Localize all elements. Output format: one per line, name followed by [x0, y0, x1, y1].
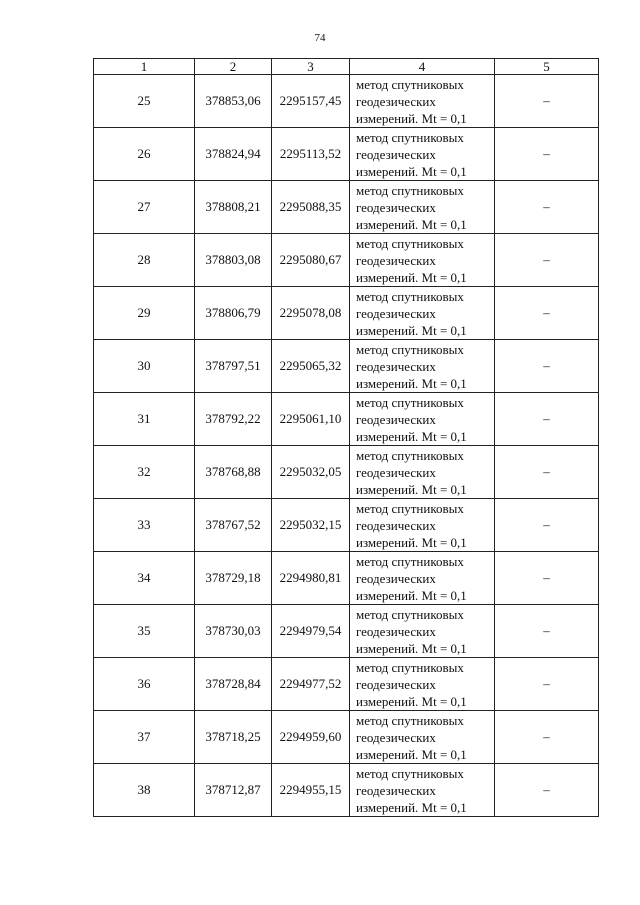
table-row [94, 711, 599, 764]
y-coordinate-cell: 2295032,15 [272, 499, 350, 552]
column-5-cell: – [495, 552, 599, 605]
method-cell [350, 658, 495, 711]
x-coordinate-cell: 378797,51 [195, 340, 272, 393]
method-text-line: измерений. Mt = 0,1 [356, 693, 467, 709]
column-5-cell: – [495, 287, 599, 340]
table-row [94, 75, 599, 128]
column-header: 2 [195, 59, 272, 75]
method-text-line: метод спутниковых [356, 341, 464, 357]
point-number-cell: 29 [94, 287, 195, 340]
point-number-cell: 36 [94, 658, 195, 711]
y-coordinate-cell: 2295113,52 [272, 128, 350, 181]
table-row [94, 287, 599, 340]
method-text-line: геодезических [356, 570, 436, 586]
method-text-line: измерений. Mt = 0,1 [356, 110, 467, 126]
x-coordinate-cell: 378718,25 [195, 711, 272, 764]
method-cell [350, 393, 495, 446]
y-coordinate-cell: 2295061,10 [272, 393, 350, 446]
y-coordinate-cell: 2295032,05 [272, 446, 350, 499]
method-text-line: измерений. Mt = 0,1 [356, 216, 467, 232]
y-coordinate-cell: 2294955,15 [272, 764, 350, 817]
method-text-line: метод спутниковых [356, 447, 464, 463]
method-text-line: геодезических [356, 305, 436, 321]
point-number-cell: 28 [94, 234, 195, 287]
x-coordinate-cell: 378729,18 [195, 552, 272, 605]
column-5-cell: – [495, 711, 599, 764]
method-cell [350, 605, 495, 658]
method-text-line: метод спутниковых [356, 606, 464, 622]
method-text-line: измерений. Mt = 0,1 [356, 322, 467, 338]
point-number-cell: 25 [94, 75, 195, 128]
method-text-line: измерений. Mt = 0,1 [356, 799, 467, 815]
column-5-cell: – [495, 499, 599, 552]
method-text-line: метод спутниковых [356, 235, 464, 251]
point-number-cell: 33 [94, 499, 195, 552]
coordinates-table [93, 58, 599, 817]
column-5-cell: – [495, 605, 599, 658]
column-header: 4 [350, 59, 495, 75]
column-header: 1 [94, 59, 195, 75]
method-text-line: измерений. Mt = 0,1 [356, 375, 467, 391]
method-text-line: геодезических [356, 358, 436, 374]
table-row [94, 393, 599, 446]
table-row [94, 181, 599, 234]
table-row [94, 605, 599, 658]
table-row [94, 340, 599, 393]
method-text-line: геодезических [356, 729, 436, 745]
method-text-line: измерений. Mt = 0,1 [356, 746, 467, 762]
point-number-cell: 26 [94, 128, 195, 181]
y-coordinate-cell: 2294979,54 [272, 605, 350, 658]
column-5-cell: – [495, 181, 599, 234]
column-5-cell: – [495, 75, 599, 128]
method-text-line: метод спутниковых [356, 394, 464, 410]
x-coordinate-cell: 378824,94 [195, 128, 272, 181]
method-text-line: геодезических [356, 252, 436, 268]
method-text-line: геодезических [356, 411, 436, 427]
point-number-cell: 30 [94, 340, 195, 393]
x-coordinate-cell: 378712,87 [195, 764, 272, 817]
method-text-line: измерений. Mt = 0,1 [356, 534, 467, 550]
column-5-cell: – [495, 446, 599, 499]
method-cell [350, 340, 495, 393]
point-number-cell: 32 [94, 446, 195, 499]
column-header: 5 [495, 59, 599, 75]
method-cell [350, 181, 495, 234]
x-coordinate-cell: 378803,08 [195, 234, 272, 287]
point-number-cell: 34 [94, 552, 195, 605]
table-row [94, 128, 599, 181]
x-coordinate-cell: 378768,88 [195, 446, 272, 499]
column-5-cell: – [495, 234, 599, 287]
table-row [94, 764, 599, 817]
x-coordinate-cell: 378730,03 [195, 605, 272, 658]
method-cell [350, 446, 495, 499]
method-text-line: геодезических [356, 517, 436, 533]
method-text-line: метод спутниковых [356, 712, 464, 728]
column-5-cell: – [495, 340, 599, 393]
method-text-line: метод спутниковых [356, 553, 464, 569]
method-text-line: метод спутниковых [356, 76, 464, 92]
method-text-line: метод спутниковых [356, 659, 464, 675]
point-number-cell: 35 [94, 605, 195, 658]
x-coordinate-cell: 378808,21 [195, 181, 272, 234]
method-cell [350, 287, 495, 340]
point-number-cell: 27 [94, 181, 195, 234]
method-text-line: измерений. Mt = 0,1 [356, 269, 467, 285]
method-text-line: метод спутниковых [356, 182, 464, 198]
method-cell [350, 711, 495, 764]
y-coordinate-cell: 2295088,35 [272, 181, 350, 234]
method-text-line: измерений. Mt = 0,1 [356, 640, 467, 656]
point-number-cell: 31 [94, 393, 195, 446]
method-cell [350, 552, 495, 605]
table-row [94, 234, 599, 287]
x-coordinate-cell: 378853,06 [195, 75, 272, 128]
y-coordinate-cell: 2295065,32 [272, 340, 350, 393]
column-header: 3 [272, 59, 350, 75]
x-coordinate-cell: 378806,79 [195, 287, 272, 340]
x-coordinate-cell: 378728,84 [195, 658, 272, 711]
y-coordinate-cell: 2295080,67 [272, 234, 350, 287]
table-row [94, 658, 599, 711]
method-text-line: геодезических [356, 782, 436, 798]
point-number-cell: 38 [94, 764, 195, 817]
page-number: 74 [314, 32, 326, 44]
x-coordinate-cell: 378767,52 [195, 499, 272, 552]
y-coordinate-cell: 2295078,08 [272, 287, 350, 340]
point-number-cell: 37 [94, 711, 195, 764]
method-cell [350, 499, 495, 552]
y-coordinate-cell: 2295157,45 [272, 75, 350, 128]
table-row [94, 499, 599, 552]
column-5-cell: – [495, 128, 599, 181]
method-text-line: геодезических [356, 146, 436, 162]
method-text-line: геодезических [356, 623, 436, 639]
method-text-line: измерений. Mt = 0,1 [356, 481, 467, 497]
method-text-line: метод спутниковых [356, 288, 464, 304]
method-text-line: метод спутниковых [356, 765, 464, 781]
y-coordinate-cell: 2294977,52 [272, 658, 350, 711]
method-text-line: измерений. Mt = 0,1 [356, 163, 467, 179]
y-coordinate-cell: 2294959,60 [272, 711, 350, 764]
method-text-line: геодезических [356, 464, 436, 480]
method-text-line: измерений. Mt = 0,1 [356, 587, 467, 603]
x-coordinate-cell: 378792,22 [195, 393, 272, 446]
method-text-line: метод спутниковых [356, 129, 464, 145]
table-row [94, 446, 599, 499]
method-cell [350, 75, 495, 128]
method-cell [350, 128, 495, 181]
column-5-cell: – [495, 393, 599, 446]
method-text-line: геодезических [356, 676, 436, 692]
method-text-line: измерений. Mt = 0,1 [356, 428, 467, 444]
method-text-line: геодезических [356, 93, 436, 109]
y-coordinate-cell: 2294980,81 [272, 552, 350, 605]
method-cell [350, 764, 495, 817]
method-text-line: метод спутниковых [356, 500, 464, 516]
column-5-cell: – [495, 658, 599, 711]
method-cell [350, 234, 495, 287]
column-5-cell: – [495, 764, 599, 817]
method-text-line: геодезических [356, 199, 436, 215]
table-header-row [94, 59, 599, 75]
table-body [94, 59, 599, 817]
table-row [94, 552, 599, 605]
